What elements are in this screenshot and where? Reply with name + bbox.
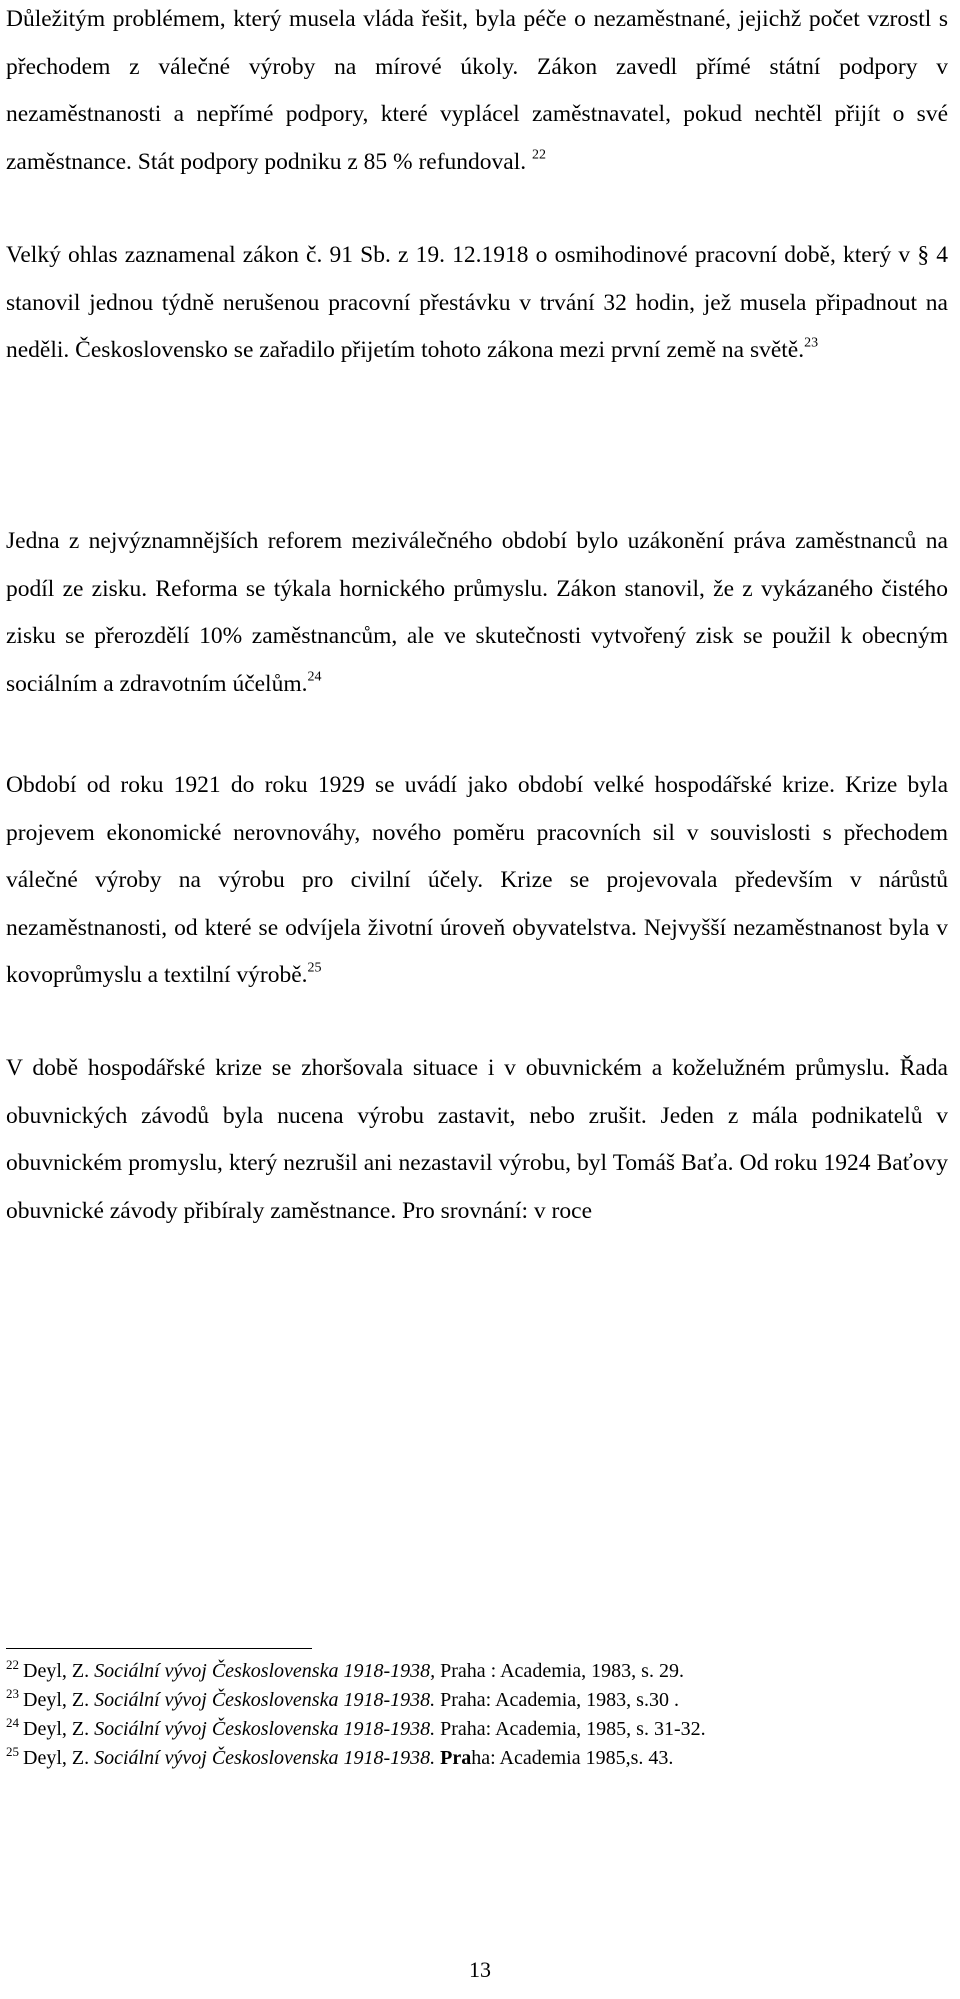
- footnote-item: [6, 1744, 956, 1773]
- footnote-author: Deyl, Z.: [23, 1718, 90, 1740]
- footnote-item: [6, 1715, 956, 1744]
- footnote-separator: [6, 1648, 312, 1649]
- footnote-number: 25: [6, 1744, 19, 1760]
- footnote-rest: ha: Academia 1985,s. 43.: [471, 1747, 674, 1769]
- footnote-ref[interactable]: 22: [532, 147, 546, 163]
- footnote-author: Deyl, Z.: [23, 1689, 90, 1711]
- footnote-title: Sociální vývoj Československa 1918-1938,: [94, 1660, 436, 1682]
- paragraph-text: Jedna z nejvýznamnějších reforem meziválečného období bylo uzákonění práva zaměstnanců na podíl ze zisku. Reforma se týkala hornického průmyslu. Zákon stanovil, že z vykázaného čistého zisku se přerozdělí 10% zaměstnancům, ale ve skutečnosti vytvořený zisk se použil k obecným sociálním a zdravotním účelům.: [6, 528, 948, 697]
- footnote-ref[interactable]: 25: [307, 960, 322, 976]
- paragraph-text: V době hospodářské krize se zhoršovala situace i v obuvnickém a koželužném průmyslu. Řada obuvnických závodů byla nucena výrobu zastavit, nebo zrušit. Jeden z mála podnikatelů v obuvnickém promyslu, který nezrušil ani nezastavil výrobu, byl Tomáš Baťa. Od roku 1924 Baťovy obuvnické závody přibíraly zaměstnance. Pro srovnání: v roce: [6, 1055, 948, 1224]
- footnote-title: Sociální vývoj Československa 1918-1938.: [94, 1718, 436, 1740]
- paragraph-text: Období od roku 1921 do roku 1929 se uvádí jako období velké hospodářské krize. Krize byla projevem ekonomické nerovnováhy, nového poměru pracovních sil v souvislosti s přechodem válečné výroby na výrobu pro civilní účely. Krize se projevovala především v nárůstů nezaměstnanosti, od které se odvíjela životní úroveň obyvatelstva. Nejvyšší nezaměstnanost byla v kovoprůmyslu a textilní výrobě.: [6, 772, 948, 989]
- paragraph-shoe-industry: [6, 1045, 948, 1235]
- footnote-ref[interactable]: 24: [307, 669, 322, 685]
- footnote-publisher-bold: Pra: [440, 1747, 472, 1769]
- footnote-title: Sociální vývoj Československa 1918-1938.: [94, 1689, 436, 1711]
- paragraph-economic-crisis: [6, 762, 948, 1000]
- footnote-ref[interactable]: 23: [804, 335, 819, 351]
- page-number: 13: [469, 1957, 491, 1982]
- footnote-title: Sociální vývoj Československa 1918-1938.: [94, 1747, 436, 1769]
- footnote-rest: Praha: Academia, 1985, s. 31-32.: [440, 1718, 706, 1740]
- footnote-author: Deyl, Z.: [23, 1660, 90, 1682]
- paragraph-unemployment: [6, 0, 948, 186]
- footnote-item: [6, 1686, 956, 1715]
- footnote-number: 24: [6, 1715, 19, 1731]
- footnote-number: 23: [6, 1686, 19, 1702]
- footnotes: [6, 1657, 956, 1773]
- footnote-number: 22: [6, 1657, 19, 1673]
- paragraph-profit-sharing: [6, 518, 948, 708]
- paragraph-working-hours: [6, 232, 948, 375]
- footnote-rest: Praha : Academia, 1983, s. 29.: [440, 1660, 684, 1682]
- footnote-rest: Praha: Academia, 1983, s.30 .: [440, 1689, 679, 1711]
- footnote-item: [6, 1657, 956, 1686]
- paragraph-text: Důležitým problémem, který musela vláda řešit, byla péče o nezaměstnané, jejichž počet vzrostl s přechodem z válečné výroby na mírové úkoly. Zákon zavedl přímé státní podpory v nezaměstnanosti a nepřímé podpory, které vyplácel zaměstnavatel, pokud nechtěl přijít o své zaměstnance. Stát podpory podniku z 85 % refundoval.: [6, 6, 948, 175]
- footnote-author: Deyl, Z.: [23, 1747, 90, 1769]
- paragraph-text: Velký ohlas zaznamenal zákon č. 91 Sb. z 19. 12.1918 o osmihodinové pracovní době, který v § 4 stanovil jednou týdně nerušenou pracovní přestávku v trvání 32 hodin, jež musela připadnout na neděli. Československo se zařadilo přijetím tohoto zákona mezi první země na světě.: [6, 242, 948, 364]
